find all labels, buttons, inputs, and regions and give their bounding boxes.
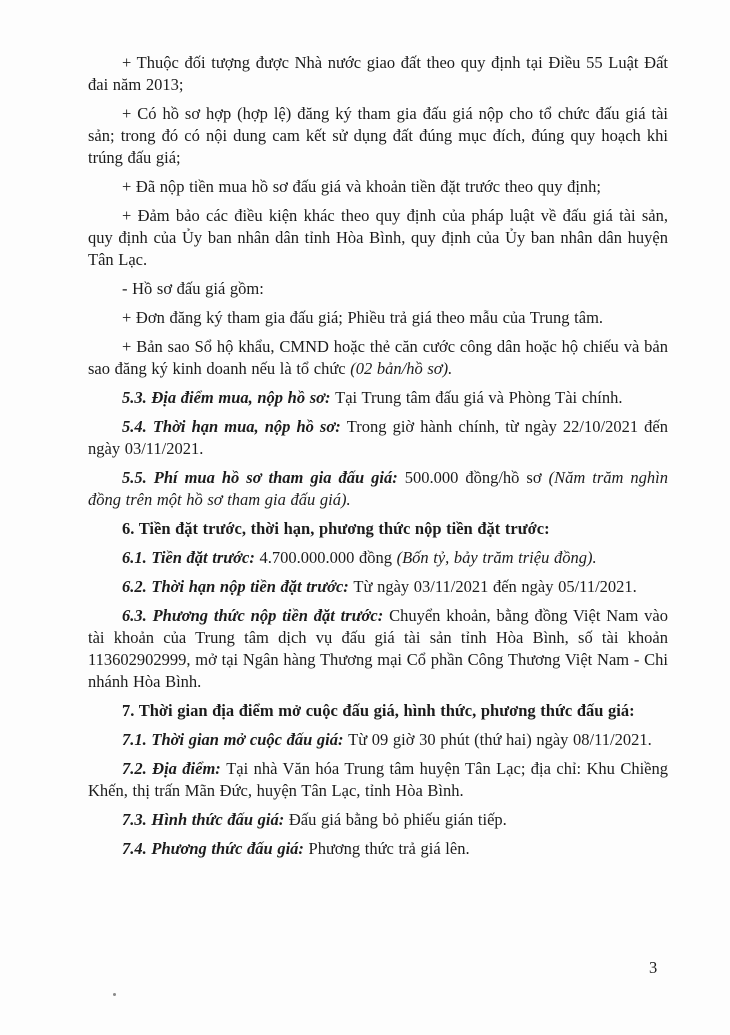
- paragraph: [88, 416, 668, 460]
- text-segment: Phương thức trả giá lên.: [308, 839, 470, 858]
- text-segment: 6.3. Phương thức nộp tiền đặt trước:: [122, 606, 390, 625]
- paragraph: [88, 758, 668, 802]
- paragraph: [88, 52, 668, 96]
- text-segment: + Thuộc đối tượng được Nhà nước giao đất theo quy định tại Điều 55 Luật Đất đai năm 2013;: [88, 53, 668, 94]
- paragraph: [88, 518, 668, 540]
- text-segment: (Năm trăm nghìn đồng trên một hồ sơ tham gia đấu giá).: [88, 468, 668, 509]
- text-segment: 5.5. Phí mua hồ sơ tham gia đấu giá:: [122, 468, 405, 487]
- paragraph: [88, 605, 668, 693]
- text-segment: Từ ngày 03/11/2021 đến ngày 05/11/2021.: [353, 577, 637, 596]
- text-segment: 6.1. Tiền đặt trước:: [122, 548, 260, 567]
- text-segment: Đấu giá bằng bỏ phiếu gián tiếp.: [288, 810, 507, 829]
- text-segment: (Bốn tỷ, bảy trăm triệu đồng).: [396, 548, 597, 567]
- paragraph: [88, 307, 668, 329]
- text-segment: Tại nhà Văn hóa Trung tâm huyện Tân Lạc; địa chỉ: Khu Chiềng Khến, thị trấn Mãn Đức, huyện Tân Lạc, tỉnh Hòa Bình.: [88, 759, 668, 800]
- text-segment: 7.4. Phương thức đấu giá:: [122, 839, 309, 858]
- paragraph: [88, 387, 668, 409]
- text-segment: - Hồ sơ đấu giá gồm:: [122, 279, 264, 298]
- text-segment: 7.2. Địa điểm:: [122, 759, 227, 778]
- text-segment: 6.2. Thời hạn nộp tiền đặt trước:: [122, 577, 354, 596]
- text-segment: Từ 09 giờ 30 phút (thứ hai) ngày 08/11/2021.: [348, 730, 652, 749]
- text-segment: 5.4. Thời hạn mua, nộp hồ sơ:: [122, 417, 347, 436]
- paragraph: [88, 103, 668, 169]
- text-segment: 6. Tiền đặt trước, thời hạn, phương thức nộp tiền đặt trước:: [122, 519, 550, 538]
- paragraph: [88, 205, 668, 271]
- paragraph: [88, 278, 668, 300]
- text-segment: 7. Thời gian địa điểm mở cuộc đấu giá, hình thức, phương thức đấu giá:: [122, 701, 635, 720]
- paragraph: [88, 547, 668, 569]
- text-segment: 7.1. Thời gian mở cuộc đấu giá:: [122, 730, 349, 749]
- paragraph: [88, 700, 668, 722]
- text-segment: 7.3. Hình thức đấu giá:: [122, 810, 289, 829]
- paragraph: [88, 576, 668, 598]
- paragraph: [88, 729, 668, 751]
- paragraph: [88, 838, 668, 860]
- paragraph: [88, 336, 668, 380]
- text-segment: 5.3. Địa điểm mua, nộp hồ sơ:: [122, 388, 336, 407]
- paragraph: [88, 809, 668, 831]
- text-segment: Tại Trung tâm đấu giá và Phòng Tài chính.: [335, 388, 623, 407]
- text-segment: Chuyển khoản, bằng đồng Việt Nam vào tài khoản của Trung tâm dịch vụ đấu giá tài sản tỉnh Hòa Bình, số tài khoản 113602902999, mở tại Ngân hàng Thương mại Cổ phần Công Thương Việt Nam - Chi nhánh Hòa Bình.: [88, 606, 668, 691]
- text-segment: + Đơn đăng ký tham gia đấu giá; Phiều trả giá theo mẫu của Trung tâm.: [122, 308, 604, 327]
- text-segment: 500.000 đồng/hồ sơ: [404, 468, 549, 487]
- text-segment: Trong giờ hành chính, từ ngày 22/10/2021 đến ngày 03/11/2021.: [88, 417, 668, 458]
- page-number: 3: [649, 958, 658, 977]
- text-segment: + Đảm bảo các điều kiện khác theo quy định của pháp luật về đấu giá tài sản, quy định của Ủy ban nhân dân tỉnh Hòa Bình, quy định của Ủy ban nhân dân huyện Tân Lạc.: [88, 206, 668, 269]
- text-segment: + Bản sao Sổ hộ khẩu, CMND hoặc thẻ căn cước công dân hoặc hộ chiếu và bản sao đăng ký kinh doanh nếu là tổ chức: [88, 337, 668, 378]
- text-segment: (02 bản/hồ sơ).: [350, 359, 453, 378]
- paragraph: [88, 467, 668, 511]
- text-segment: 4.700.000.000 đồng: [259, 548, 397, 567]
- text-segment: + Đã nộp tiền mua hồ sơ đấu giá và khoản tiền đặt trước theo quy định;: [122, 177, 602, 196]
- document-body: [88, 52, 668, 867]
- text-segment: + Có hồ sơ hợp (hợp lệ) đăng ký tham gia đấu giá nộp cho tổ chức đấu giá tài sản; trong đó có nội dung cam kết sử dụng đất đúng mục đích, đúng quy hoạch khi trúng đấu giá;: [88, 104, 668, 167]
- paragraph: [88, 176, 668, 198]
- scan-speck: [113, 993, 116, 996]
